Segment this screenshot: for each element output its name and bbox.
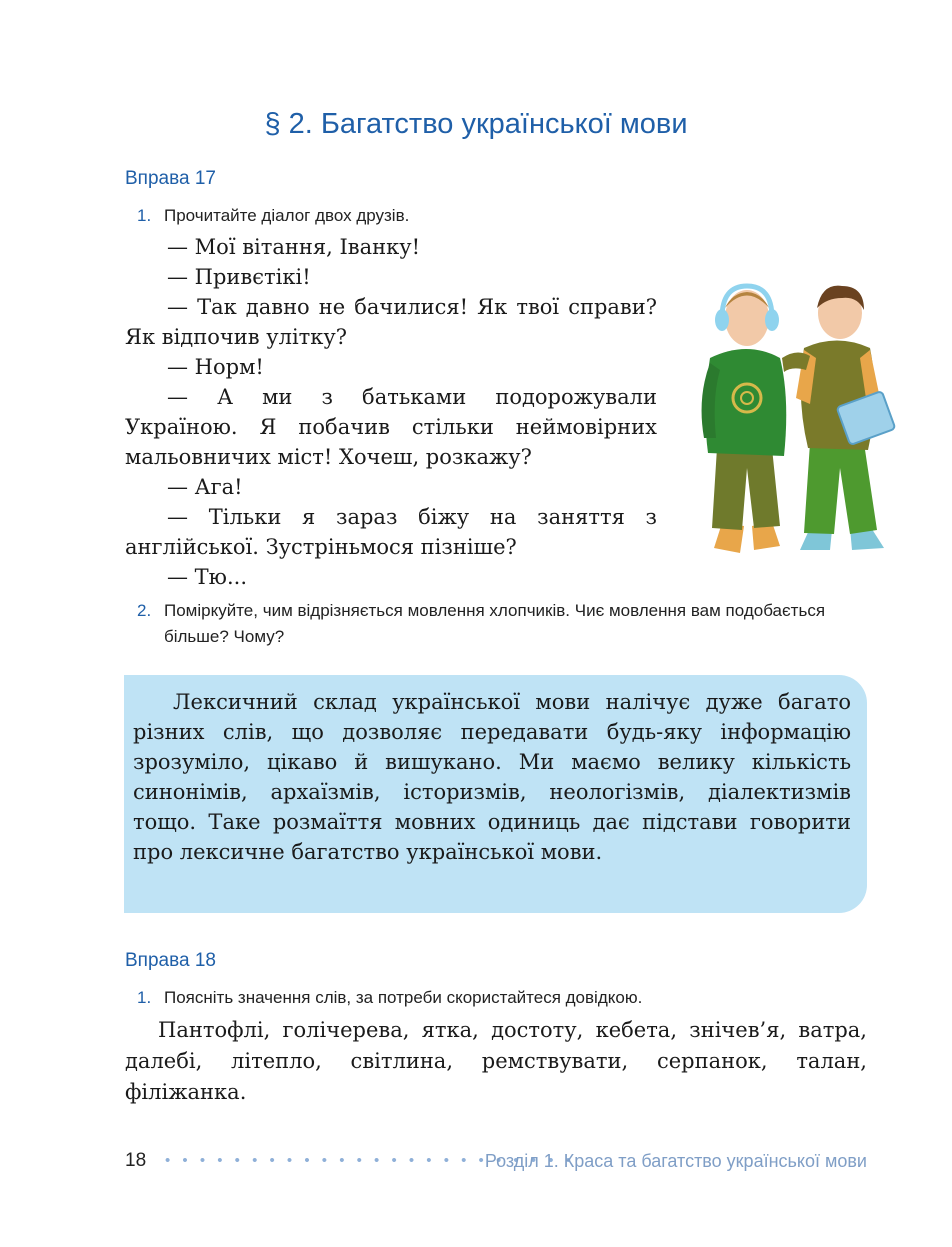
page-footer: [125, 1150, 867, 1176]
dialog-line: — Тю...: [167, 565, 247, 589]
dialog-line: — Так давно не бачилися! Як твої справи? Як відпочив улітку?: [125, 295, 657, 349]
dialog-line: — Мої вітання, Іванку!: [167, 235, 421, 259]
boy-with-backpack: [782, 286, 895, 550]
exercise-17-task-2: [137, 598, 872, 650]
chapter-title: Розділ 1. Краса та багатство української мови: [484, 1151, 867, 1171]
dialog-line: — Тільки я зараз біжу на заняття з англійської. Зустріньмося пізніше?: [125, 505, 657, 559]
dialog: [125, 232, 657, 592]
section-title: § 2. Багатство української мови: [264, 108, 688, 140]
task-number: 1.: [137, 206, 152, 225]
dialog-line: — Ага!: [167, 475, 243, 499]
boy-with-headphones: [702, 286, 787, 553]
task-number: 2.: [137, 601, 152, 620]
two-boys-illustration: [692, 278, 902, 563]
word-list: Пантофлі, голічерева, ятка, достоту, кебета, знічев’я, ватра, далебі, літепло, світлина, ремствувати, серпанок, талан, філіжанка.: [125, 1018, 867, 1104]
task-text: Поясніть значення слів, за потреби скористайтеся довідкою.: [164, 988, 643, 1007]
exercise-18-task-1: [137, 985, 642, 1011]
task-text: Поміркуйте, чим відрізняється мовлення хлопчиків. Чиє мовлення вам подобається більше? Чому?: [164, 601, 826, 646]
footer-dots-divider: • • • • • • • • • • • • • • • • • • • • • • • •: [165, 1152, 575, 1169]
dialog-line: — Привєтікі!: [167, 265, 311, 289]
task-text: Прочитайте діалог двох друзів.: [164, 206, 410, 225]
page-number: 18: [125, 1150, 147, 1171]
dialog-line: — А ми з батьками подорожували Україною. Я побачив стільки неймовірних мальовничих міст! Хочеш, розкажу?: [125, 385, 657, 469]
exercise-17-heading: Вправа 17: [125, 168, 216, 189]
rule-text: Лексичний склад української мови налічує дуже багато різних слів, що дозволяє передавати будь-яку інформацію зрозуміло, цікаво й вишукано. Ми маємо велику кількість синонімів, архаїзмів, історизмів, неологізмів, діалектизмів тощо. Таке розмаїття мовних одиниць дає підстави говорити про лексичне багатство української мови.: [133, 690, 851, 864]
exercise-17-task-1: [137, 203, 409, 229]
dialog-line: — Норм!: [167, 355, 264, 379]
task-number: 1.: [137, 988, 152, 1007]
exercise-18-heading: Вправа 18: [125, 950, 216, 971]
